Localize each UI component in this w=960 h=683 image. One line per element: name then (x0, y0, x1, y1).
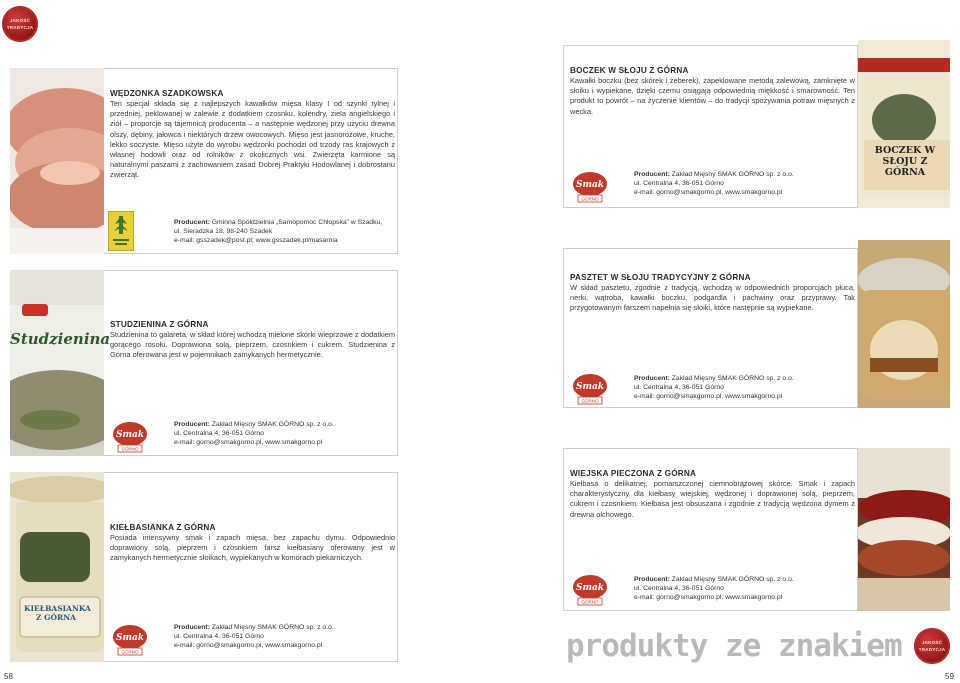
product-description: Ten specjał składa się z najlepszych kawałków mięsa klasy I od szynki tylnej i przedniej, peklowanej w zalewie z dodatkiem czosnku, kolendry, ziela angielskiego i ziół – proporcje są tajemnicą producenta – a następnie wędzonej przy użyciu drewna olszy, dębiny, jałowca i niektórych drzew owocowych. Mięso jest jasnoróżowe, kruche, lekko soczyste. Mięso użyte do wyrobu wędzonki pochodzi od trzody ras krajowych z własnej hodowli oraz od rolników z okolicznych wsi. Zwierzęta karmione są naturalnymi paszami z zachowaniem zasad Dobrej Praktyki Hodowlanej i dobrostanu zwierząt. (110, 99, 395, 180)
svg-text:GÓRNO: GÓRNO (121, 446, 139, 452)
smak-logo-icon (110, 621, 150, 657)
producer-info (174, 623, 399, 651)
producer-name: Zakład Mięsny SMAK GÓRNO sp. z o.o. (671, 576, 794, 583)
svg-text:Smak: Smak (575, 180, 605, 190)
producer-name: Zakład Mięsny SMAK GÓRNO sp. z o.o. (211, 421, 334, 428)
photo-label-boczek: BOCZEK W SŁOJU Z GÓRNA (874, 145, 936, 178)
svg-text:GÓRNO: GÓRNO (581, 196, 599, 202)
product-description: Kawałki boczku (bez skórek i żeberek), zapeklowane metodą zalewową, zamknięte w słoiku i wypiekane, dzięki czemu osiągają odpowiednią miękkość i smarowność. Ten produkt to powrót – na życzenie klientów – do tradycji spożywania potraw mięsnych z wecka. (570, 76, 855, 116)
product-photo-wedzonka (10, 68, 104, 254)
seal-text-line1: JAKOŚĆ (921, 640, 943, 645)
product-title: WIEJSKA PIECZONA Z GÓRNA (570, 469, 697, 478)
smak-logo-icon (110, 418, 150, 454)
svg-text:GÓRNO: GÓRNO (581, 398, 599, 404)
product-photo-pasztet (858, 240, 950, 408)
product-description: Kiełbasa o delikatnej, pomarszczonej ciemnobrązowej skórce. Smak i zapach charakterystyczny dla kiełbasy wiejskiej, wędzonej i doprawionej solą, pieprzem, cukrem i czosnkiem. Kiełbasa jest obsuszana i zgodnie z tradycją wędzona dymem z drewna olchowego. (570, 479, 855, 519)
product-title: WĘDZONKA SZADKOWSKA (110, 89, 224, 98)
smak-logo-icon (570, 571, 610, 607)
producer-contact: e-mail: gorno@smakgorno.pl, www.smakgorno.pl (174, 642, 323, 650)
page-number-left: 58 (4, 672, 13, 681)
quality-seal-icon (914, 628, 950, 664)
producer-contact: e-mail: gorno@smakgorno.pl, www.smakgorno.pl (634, 189, 783, 197)
photo-label-studzienina: Studzienina (10, 330, 111, 348)
producer-name: Gminna Spółdzielnia „Samopomoc Chłopska” w Szadku, (211, 219, 383, 226)
product-description: W skład pasztetu, zgodnie z tradycją, wchodzą w odpowiednich proporcjach płuca, nerki, wątroba, kawałki boczku, podgardla i pachwiny oraz przyprawy. Tak przygotowanym farszem napełnia się słoiki, które następnie są wypiekane. (570, 283, 855, 313)
producer-label: Producent: (174, 219, 210, 226)
svg-text:Smak: Smak (115, 633, 145, 643)
svg-text:Smak: Smak (575, 583, 605, 593)
producer-address: ul. Centralna 4, 36-051 Górno (634, 384, 724, 392)
producer-info (174, 420, 399, 448)
gs-cooperative-logo-icon (108, 211, 134, 251)
producer-label: Producent: (174, 421, 210, 428)
producer-name: Zakład Mięsny SMAK GÓRNO sp. z o.o. (211, 624, 334, 631)
svg-text:GÓRNO: GÓRNO (121, 649, 139, 655)
product-description: Studzienina to galareta, w skład której wchodzą mielone skórki wieprzowe z dodatkiem gorącego rosołu. Doprawiona solą, pieprzem, czosnkiem i cukrem. Studzienina z Górna oferowana jest w pojemnikach zamykanych hermetycznie. (110, 330, 395, 360)
producer-address: ul. Centralna 4, 36-051 Górno (634, 180, 724, 188)
page-number-right: 59 (945, 672, 954, 681)
product-photo-kielbasianka (10, 472, 104, 662)
photo-label-kielbasianka: KIEŁBASIANKA Z GÓRNA (24, 604, 91, 622)
product-photo-boczek (858, 40, 950, 208)
producer-label: Producent: (634, 576, 670, 583)
producer-address: ul. Centralna 4, 36-051 Górno (634, 585, 724, 593)
producer-name: Zakład Mięsny SMAK GÓRNO sp. z o.o. (671, 375, 794, 382)
product-description: Posiada intensywny smak i zapach mięsa, bez zapachu dymu. Odpowiednio doprawiony solą, pieprzem i czosnkiem farsz kiełbasiany oferowany jest w zamykanych hermetycznie słoikach, wypiekanych w komorach piekarniczych. (110, 533, 395, 563)
product-photo-wiejska (858, 448, 950, 611)
seal-text-line1: JAKOŚĆ (9, 18, 31, 23)
producer-info (634, 575, 856, 603)
product-title: PASZTET W SŁOJU TRADYCYJNY Z GÓRNA (570, 273, 751, 282)
producer-info (634, 170, 856, 198)
producer-address: ul. Centralna 4, 36-051 Górno (174, 633, 264, 641)
svg-text:Smak: Smak (575, 382, 605, 392)
producer-contact: e-mail: gorno@smakgorno.pl, www.smakgorno.pl (634, 594, 783, 602)
svg-text:Smak: Smak (115, 430, 145, 440)
producer-name: Zakład Mięsny SMAK GÓRNO sp. z o.o. (671, 171, 794, 178)
producer-label: Producent: (634, 375, 670, 382)
producer-contact: e-mail: gorno@smakgorno.pl, www.smakgorno.pl (174, 439, 323, 447)
product-title: KIEŁBASIANKA Z GÓRNA (110, 523, 216, 532)
svg-text:GÓRNO: GÓRNO (581, 599, 599, 605)
producer-label: Producent: (174, 624, 210, 631)
producer-info (634, 374, 856, 402)
producer-contact: e-mail: gsszadek@post.pl; www.gsszadek.pl/masarnia (174, 237, 338, 245)
seal-text-line2: TRADYCJA (918, 647, 946, 652)
quality-seal-icon (2, 6, 38, 42)
smak-logo-icon (570, 168, 610, 204)
producer-contact: e-mail: gorno@smakgorno.pl, www.smakgorno.pl (634, 393, 783, 401)
seal-text-line2: TRADYCJA (6, 25, 34, 30)
producer-address: ul. Sieradzka 18, 98-240 Szadek (174, 228, 273, 236)
smak-logo-icon (570, 370, 610, 406)
producer-info (174, 218, 399, 246)
product-title: STUDZIENINA Z GÓRNA (110, 320, 209, 329)
product-photo-studzienina (10, 270, 104, 456)
producer-address: ul. Centralna 4, 36-051 Górno (174, 430, 264, 438)
section-heading: produkty ze znakiem (566, 628, 902, 664)
product-title: BOCZEK W SŁOJU Z GÓRNA (570, 66, 689, 75)
producer-label: Producent: (634, 171, 670, 178)
